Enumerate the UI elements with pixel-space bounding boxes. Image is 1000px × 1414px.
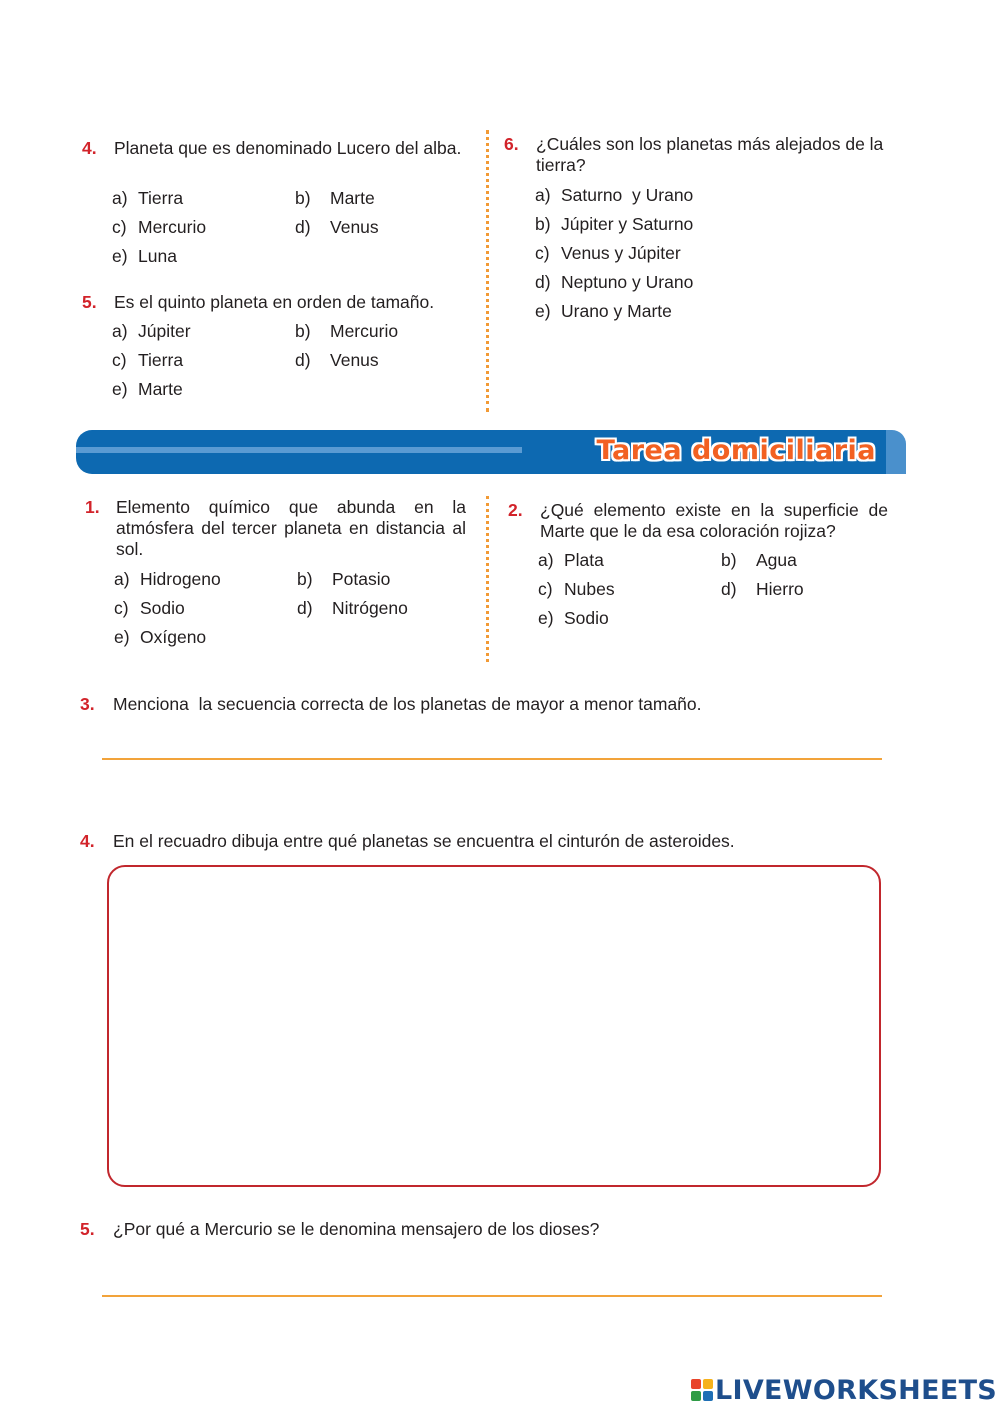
option-c[interactable]: c) Tierra <box>112 350 184 370</box>
banner-tab <box>886 430 906 474</box>
section-banner <box>76 430 906 474</box>
option-e[interactable]: e) Urano y Marte <box>535 301 672 321</box>
option-b[interactable]: b) Potasio <box>297 569 391 589</box>
homework-question-3 <box>80 694 880 716</box>
question-number: 4. <box>82 138 97 158</box>
section-title: Tarea domiciliaria <box>596 435 876 466</box>
banner-stripe <box>76 447 522 453</box>
option-d[interactable]: d) Hierro <box>721 579 804 599</box>
question-stem: ¿Cuáles son los planetas más alejados de la tierra? <box>536 134 884 175</box>
column-divider <box>486 496 489 662</box>
question-number: 6. <box>504 134 519 154</box>
homework-question-4 <box>80 831 880 853</box>
answer-line[interactable] <box>102 1295 882 1297</box>
question-number: 5. <box>82 292 97 312</box>
answer-line[interactable] <box>102 758 882 760</box>
option-e[interactable]: e) Sodio <box>538 608 609 628</box>
option-d[interactable]: d) Nitrógeno <box>297 598 408 618</box>
question-stem: Es el quinto planeta en orden de tamaño. <box>114 292 435 312</box>
question-5-top <box>82 292 464 314</box>
question-number: 5. <box>80 1219 95 1239</box>
option-c[interactable]: c) Mercurio <box>112 217 207 237</box>
question-number: 3. <box>80 694 95 714</box>
option-e[interactable]: e) Marte <box>112 379 183 399</box>
question-number: 2. <box>508 500 523 520</box>
option-a[interactable]: a) Tierra <box>112 188 184 208</box>
question-stem: Menciona la secuencia correcta de los planetas de mayor a menor tamaño. <box>113 694 702 714</box>
homework-question-2 <box>508 500 888 544</box>
option-d[interactable]: d) Venus <box>295 350 379 370</box>
question-number: 4. <box>80 831 95 851</box>
question-4-top <box>82 138 464 182</box>
homework-question-5 <box>80 1219 880 1241</box>
question-stem: ¿Qué elemento existe en la superficie de Marte que le da esa coloración rojiza? <box>540 500 888 541</box>
option-b[interactable]: b) Agua <box>721 550 797 570</box>
option-a[interactable]: a) Hidrogeno <box>114 569 221 589</box>
logo-text: LIVEWORKSHEETS <box>715 1374 998 1406</box>
option-a[interactable]: a) Júpiter <box>112 321 191 341</box>
question-stem: ¿Por qué a Mercurio se le denomina mensajero de los dioses? <box>113 1219 600 1239</box>
option-d[interactable]: d) Venus <box>295 217 379 237</box>
option-e[interactable]: e) Oxígeno <box>114 627 207 647</box>
question-stem: Planeta que es denominado Lucero del alba. <box>114 138 462 158</box>
option-a[interactable]: a) Saturno y Urano <box>535 185 694 205</box>
homework-question-1 <box>85 497 466 563</box>
question-6-top <box>504 134 888 178</box>
question-stem: Elemento químico que abunda en la atmósfera del tercer planeta en distancia al sol. <box>116 497 466 559</box>
question-stem: En el recuadro dibuja entre qué planetas se encuentra el cinturón de asteroides. <box>113 831 735 851</box>
logo-mark-icon <box>691 1379 713 1401</box>
option-b[interactable]: b) Júpiter y Saturno <box>535 214 694 234</box>
drawing-box[interactable] <box>107 865 881 1187</box>
question-number: 1. <box>85 497 100 517</box>
option-b[interactable]: b) Mercurio <box>295 321 399 341</box>
option-c[interactable]: c) Nubes <box>538 579 615 599</box>
column-divider <box>486 130 489 412</box>
liveworksheets-logo[interactable] <box>691 1376 997 1404</box>
option-c[interactable]: c) Sodio <box>114 598 185 618</box>
option-e[interactable]: e) Luna <box>112 246 177 266</box>
option-d[interactable]: d) Neptuno y Urano <box>535 272 694 292</box>
option-a[interactable]: a) Plata <box>538 550 604 570</box>
option-c[interactable]: c) Venus y Júpiter <box>535 243 681 263</box>
option-b[interactable]: b) Marte <box>295 188 375 208</box>
